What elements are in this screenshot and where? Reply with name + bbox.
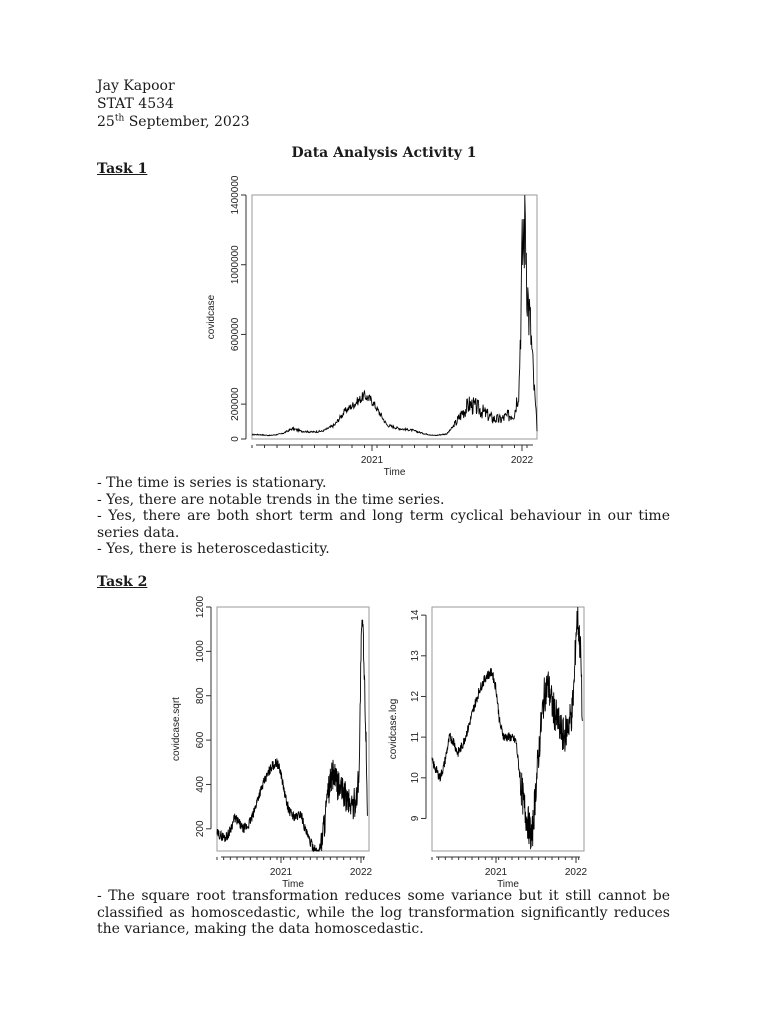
document-title: Data Analysis Activity 1: [291, 145, 477, 161]
x-tick-label: 2021: [484, 867, 508, 878]
y-tick-label: 800: [195, 687, 206, 705]
chart-covidcase-sqrt: [170, 595, 375, 887]
y-tick-label: 600: [195, 731, 206, 749]
y-axis-label: covidcase.sqrt: [171, 697, 182, 761]
task1-answer: - Yes, there are both short term and long term cyclical behaviour in our time series data.: [97, 508, 670, 541]
y-tick-label: 200000: [230, 387, 241, 421]
x-axis-label: Time: [282, 879, 304, 887]
author-name: Jay Kapoor: [97, 78, 175, 94]
date-rest: September, 2023: [124, 114, 250, 130]
task1-answer: - Yes, there is heteroscedasticity.: [97, 541, 330, 557]
data-series-line: [432, 607, 582, 849]
date-day: 25: [97, 114, 115, 130]
y-tick-label: 1400000: [230, 175, 241, 215]
y-tick-label: 10: [410, 772, 421, 784]
y-tick-label: 1000: [195, 640, 206, 663]
task1-answer: - Yes, there are notable trends in the time series.: [97, 491, 445, 508]
x-tick-label: 2021: [269, 867, 293, 878]
y-axis-label: covidcase.log: [388, 698, 399, 760]
task1-answers: [97, 475, 670, 558]
y-axis-label: covidcase: [206, 294, 217, 340]
document-date: [97, 114, 250, 130]
course-code: STAT 4534: [97, 96, 174, 112]
x-axis-label: Time: [497, 879, 519, 887]
task2-heading: Task 2: [97, 574, 148, 590]
y-tick-label: 11: [410, 731, 421, 743]
y-tick-label: 1200: [195, 595, 206, 619]
date-suffix: th: [114, 113, 125, 124]
plot-frame: [252, 195, 537, 439]
x-tick-label: 2022: [564, 867, 588, 878]
data-series-line: [217, 620, 367, 851]
y-tick-label: 9: [410, 815, 421, 822]
y-tick-label: 200: [195, 820, 206, 838]
task1-heading: Task 1: [97, 161, 148, 177]
data-series-line: [252, 195, 537, 436]
chart-covidcase-log: [385, 595, 590, 887]
y-tick-label: 1000000: [230, 245, 241, 285]
y-tick-label: 12: [410, 690, 421, 703]
x-tick-label: 2021: [360, 455, 384, 466]
x-tick-label: 2022: [349, 867, 373, 878]
x-tick-label: 2022: [510, 455, 534, 466]
chart-covidcase: [205, 173, 545, 478]
y-tick-label: 0: [230, 436, 241, 442]
y-tick-label: 14: [410, 609, 421, 621]
y-tick-label: 13: [410, 650, 421, 662]
y-tick-label: 600000: [230, 317, 241, 352]
task1-answer: - The time is series is stationary.: [97, 475, 327, 491]
x-axis-label: Time: [383, 467, 406, 478]
task2-conclusion: - The square root transformation reduces some variance but it still cannot be classified as homoscedastic, while the log transformation significantly reduces the variance, making the data homoscedastic.: [97, 888, 670, 937]
y-tick-label: 400: [195, 776, 206, 793]
